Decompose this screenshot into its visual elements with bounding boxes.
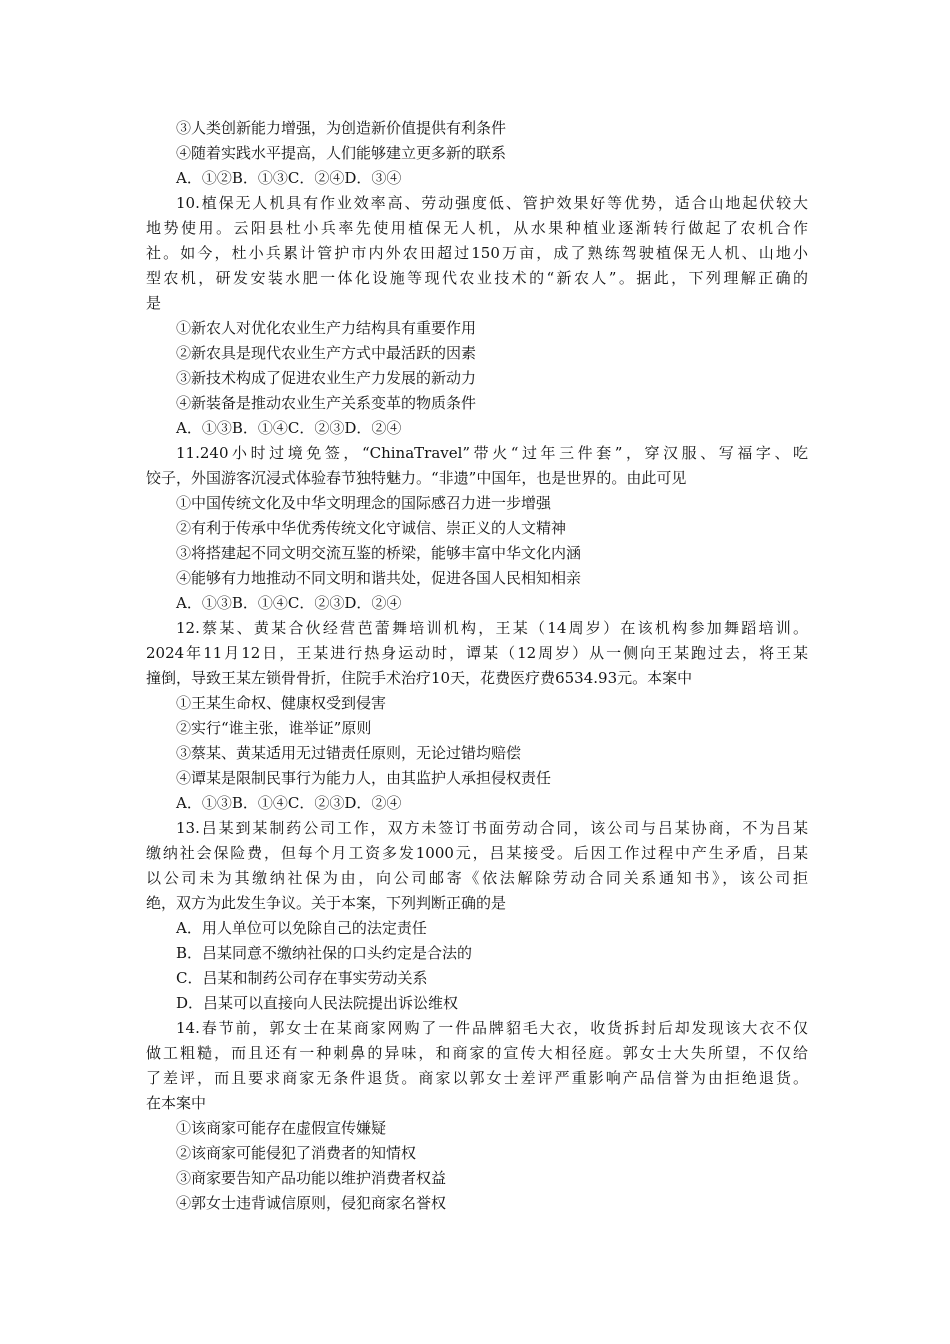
option-line: ③蔡某、黄某适用无过错责任原则，无论过错均赔偿 (176, 744, 522, 762)
option-line: ①新农人对优化农业生产力结构具有重要作用 (176, 319, 477, 337)
question-13-stem-line: 缴纳社会保险费，但每个月工资多发1000元，吕某接受。后因工作过程中产生矛盾，吕某 (146, 844, 808, 862)
option-line: ④随着实践水平提高，人们能够建立更多新的联系 (176, 144, 507, 162)
option-line: ③商家要告知产品功能以维护消费者权益 (176, 1169, 447, 1187)
option-line: D．吕某可以直接向人民法院提出诉讼维权 (176, 994, 459, 1012)
question-12-stem-line: 撞倒，导致王某左锁骨骨折，住院手术治疗10天，花费医疗费6534.93元。本案中 (146, 669, 693, 687)
option-line: C．吕某和制药公司存在事实劳动关系 (176, 969, 428, 987)
option-line: ①中国传统文化及中华文明理念的国际感召力进一步增强 (176, 494, 552, 512)
option-line: B．吕某同意不缴纳社保的口头约定是合法的 (176, 944, 473, 962)
question-12-stem-line: 12.蔡某、黄某合伙经营芭蕾舞培训机构，王某（14周岁）在该机构参加舞蹈培训。 (176, 619, 808, 637)
option-line: ③新技术构成了促进农业生产力发展的新动力 (176, 369, 477, 387)
option-line: ①该商家可能存在虚假宣传嫌疑 (176, 1119, 387, 1137)
question-11-stem-line: 11.240小时过境免签，“ChinaTravel”带火“过年三件套”，穿汉服、写福字、吃 (176, 444, 808, 462)
option-line: A．用人单位可以免除自己的法定责任 (176, 919, 427, 937)
question-10-stem-line: 型农机，研发安装水肥一体化设施等现代农业技术的“新农人”。据此，下列理解正确的 (146, 269, 808, 287)
answer-choices: A．①③B．①④C．②③D．②④ (176, 594, 402, 612)
option-line: ④郭女士违背诚信原则，侵犯商家名誉权 (176, 1194, 447, 1212)
answer-choices: A．①②B．①③C．②④D．③④ (176, 169, 402, 187)
question-10-stem-line: 是 (146, 294, 162, 312)
question-11-stem-line: 饺子，外国游客沉浸式体验春节独特魅力。“非遗”中国年，也是世界的。由此可见 (146, 469, 687, 487)
question-14-stem-line: 做工粗糙，而且还有一种刺鼻的异味，和商家的宣传大相径庭。郭女士大失所望，不仅给 (146, 1044, 808, 1062)
question-12-stem-line: 2024年11月12日，王某进行热身运动时，谭某（12周岁）从一侧向王某跑过去，将王某 (146, 644, 808, 662)
question-14-stem-line: 了差评，而且要求商家无条件退货。商家以郭女士差评严重影响产品信誉为由拒绝退货。 (146, 1069, 808, 1087)
answer-choices: A．①③B．①④C．②③D．②④ (176, 419, 402, 437)
option-line: ④谭某是限制民事行为能力人，由其监护人承担侵权责任 (176, 769, 552, 787)
option-line: ③将搭建起不同文明交流互鉴的桥梁，能够丰富中华文化内涵 (176, 544, 582, 562)
option-line: ④新装备是推动农业生产关系变革的物质条件 (176, 394, 477, 412)
question-10-stem-line: 地势使用。云阳县杜小兵率先使用植保无人机，从水果种植业逐渐转行做起了农机合作 (146, 219, 808, 237)
option-line: ①王某生命权、健康权受到侵害 (176, 694, 387, 712)
question-13-stem-line: 绝，双方为此发生争议。关于本案，下列判断正确的是 (146, 894, 507, 912)
question-14-stem-line: 14.春节前，郭女士在某商家网购了一件品牌貂毛大衣，收货拆封后却发现该大衣不仅 (176, 1019, 808, 1037)
question-13-stem-line: 13.吕某到某制药公司工作，双方未签订书面劳动合同，该公司与吕某协商，不为吕某 (176, 819, 808, 837)
question-10-stem-line: 社。如今，杜小兵累计管护市内外农田超过150万亩，成了熟练驾驶植保无人机、山地小 (146, 244, 808, 262)
document-body (146, 116, 808, 1216)
option-line: ②新农具是现代农业生产方式中最活跃的因素 (176, 344, 477, 362)
question-14-stem-line: 在本案中 (146, 1094, 207, 1112)
question-13-stem-line: 以公司未为其缴纳社保为由，向公司邮寄《依法解除劳动合同关系通知书》，该公司拒 (146, 869, 808, 887)
question-10-stem-line: 10.植保无人机具有作业效率高、劳动强度低、管护效果好等优势，适合山地起伏较大 (176, 194, 808, 212)
answer-choices: A．①③B．①④C．②③D．②④ (176, 794, 402, 812)
option-line: ②有利于传承中华优秀传统文化守诚信、崇正义的人文精神 (176, 519, 567, 537)
option-line: ④能够有力地推动不同文明和谐共处，促进各国人民相知相亲 (176, 569, 582, 587)
option-line: ②实行“谁主张，谁举证”原则 (176, 719, 372, 737)
option-line: ②该商家可能侵犯了消费者的知情权 (176, 1144, 417, 1162)
option-line: ③人类创新能力增强，为创造新价值提供有利条件 (176, 119, 507, 137)
